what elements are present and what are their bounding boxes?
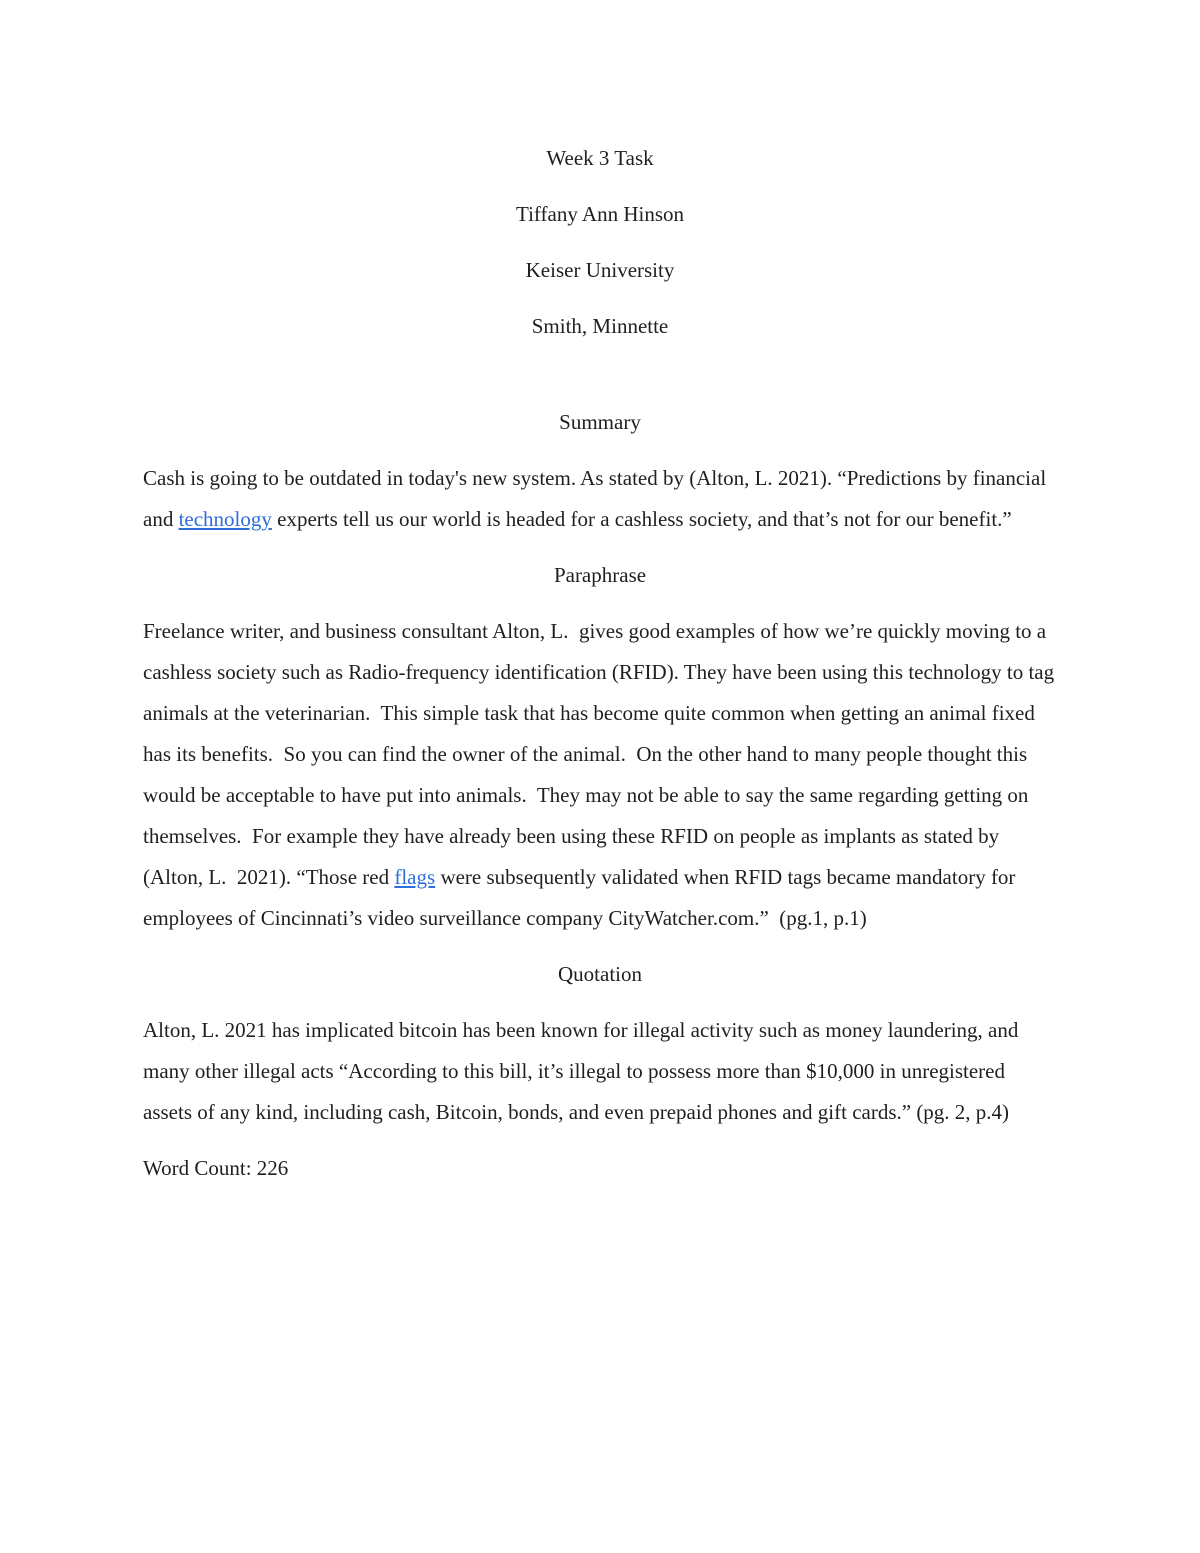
quotation-paragraph: Alton, L. 2021 has implicated bitcoin has been known for illegal activity such as money laundering, and many other illegal acts “According to this bill, it’s illegal to possess more than $10,000 in unregistered assets of any kind, including cash, Bitcoin, bonds, and even prepaid phones and gift cards.” (pg. 2, p.4) bbox=[143, 1018, 1024, 1124]
word-count: Word Count: 226 bbox=[143, 1156, 289, 1180]
paraphrase-text-before-link: Freelance writer, and business consultant Alton, L. gives good examples of how we’re quickly moving to a cashless society such as Radio-frequency identification (RFID). They have been using this technology to tag animals at the veterinarian. This simple task that has become quite common when getting an animal fixed has its benefits. So you can find the owner of the animal. On the other hand to many people thought this would be acceptable to have put into animals. They may not be able to say the same regarding getting on themselves. For example they have already been using these RFID on people as implants as stated by (Alton, L. 2021). “Those red bbox=[143, 619, 1060, 889]
quotation-heading: Quotation bbox=[558, 962, 642, 986]
flags-link[interactable]: flags bbox=[394, 865, 436, 889]
technology-link[interactable]: technology bbox=[178, 507, 272, 531]
author-name: Tiffany Ann Hinson bbox=[515, 202, 685, 226]
paraphrase-text-after-link: were subsequently validated when RFID tags became mandatory for employees of Cincinnati’s video surveillance company CityWatcher.com.” (pg.1, p.1) bbox=[143, 865, 1021, 930]
summary-text-after-link: experts tell us our world is headed for a cashless society, and that’s not for our benefit.” bbox=[271, 507, 1012, 531]
summary-text-before-link: Cash is going to be outdated in today's new system. As stated by (Alton, L. 2021). “Predictions by financial and bbox=[143, 466, 1052, 531]
summary-paragraph bbox=[143, 458, 1057, 540]
paraphrase-paragraph bbox=[143, 611, 1060, 939]
summary-heading: Summary bbox=[559, 410, 641, 434]
paraphrase-heading: Paraphrase bbox=[553, 563, 647, 587]
institution-name: Keiser University bbox=[525, 258, 675, 282]
instructor-name: Smith, Minnette bbox=[531, 314, 669, 338]
doc-title: Week 3 Task bbox=[546, 146, 654, 170]
